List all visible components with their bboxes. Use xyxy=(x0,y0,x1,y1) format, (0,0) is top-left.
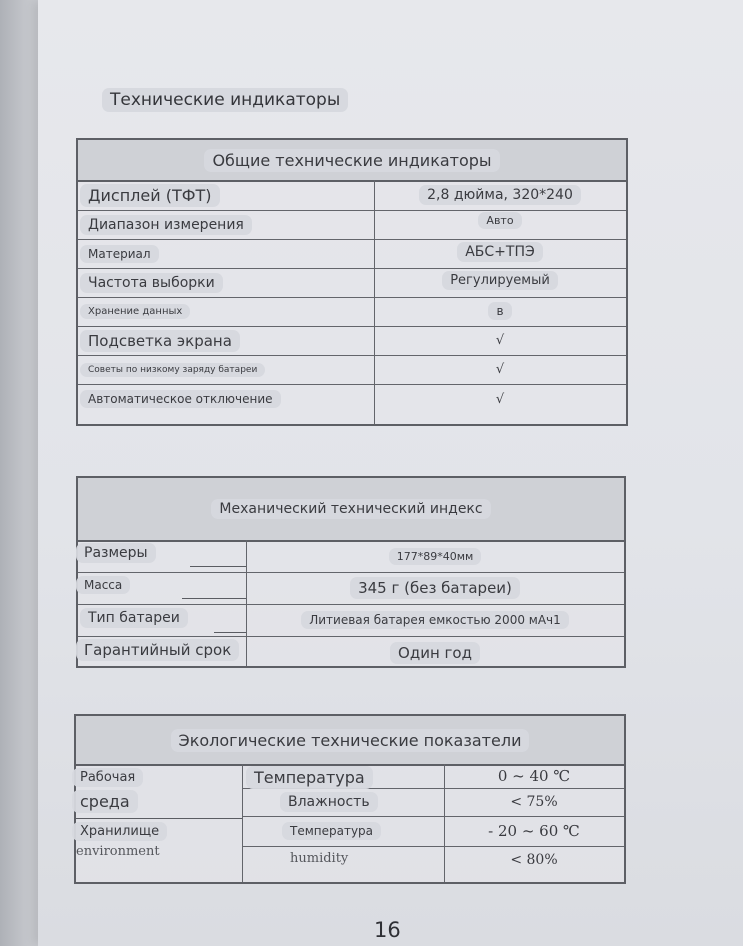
environmental-indicators-table xyxy=(74,714,626,884)
parameter-value: 0 ~ 40 ℃ xyxy=(497,767,571,785)
working-environment-label: Рабочая xyxy=(72,768,143,787)
page-title: Технические индикаторы xyxy=(102,88,348,112)
table-row xyxy=(78,572,624,605)
table-row xyxy=(78,355,626,385)
row-value: Регулируемый xyxy=(442,271,558,290)
row-value: 345 г (без батареи) xyxy=(350,577,520,599)
parameter-value: - 20 ~ 60 ℃ xyxy=(488,822,580,840)
table-row xyxy=(78,540,624,573)
storage-environment-label: Хранилище xyxy=(72,822,167,841)
row-label: Размеры xyxy=(76,543,156,563)
table-row xyxy=(78,180,626,211)
environmental-table-title: Экологические технические показатели xyxy=(171,729,530,752)
table-row xyxy=(78,268,626,298)
row-label: Частота выборки xyxy=(80,273,223,293)
row-label: Гарантийный срок xyxy=(76,639,239,661)
parameter-label: humidity xyxy=(290,850,349,866)
working-environment-label: среда xyxy=(72,790,138,813)
row-label: Хранение данных xyxy=(80,304,190,319)
environmental-table-header xyxy=(76,716,624,766)
table-row xyxy=(242,816,624,847)
row-value: АБС+ТПЭ xyxy=(457,242,543,262)
table-row xyxy=(78,210,626,240)
row-label: Масса xyxy=(76,576,130,594)
table-row xyxy=(78,326,626,356)
table-row xyxy=(78,636,624,670)
parameter-label: Температура xyxy=(246,766,373,789)
general-indicators-table xyxy=(76,138,628,426)
row-label: Подсветка экрана xyxy=(80,330,240,352)
page-number: 16 xyxy=(374,918,401,942)
row-label: Материал xyxy=(80,245,159,263)
table-row xyxy=(242,846,624,884)
underline xyxy=(214,632,246,633)
table-row xyxy=(242,788,624,817)
row-label: Советы по низкому заряду батареи xyxy=(80,363,265,377)
mechanical-table-title: Механический технический индекс xyxy=(211,499,490,519)
check-mark-icon: √ xyxy=(495,333,505,348)
table-row xyxy=(78,239,626,269)
general-table-header xyxy=(78,140,626,182)
row-label: Тип батареи xyxy=(80,608,188,628)
row-value: Литиевая батарея емкостью 2000 мАч1 xyxy=(301,611,569,629)
row-value: в xyxy=(488,302,511,320)
manual-page xyxy=(38,0,743,946)
parameter-value: < 80% xyxy=(510,852,558,868)
row-value: Авто xyxy=(478,212,521,229)
parameter-label: Температура xyxy=(282,822,381,840)
mechanical-index-table xyxy=(76,476,626,668)
general-table-title: Общие технические индикаторы xyxy=(204,149,499,172)
mechanical-table-header xyxy=(78,478,624,542)
parameter-label: Влажность xyxy=(280,792,378,812)
row-value: 2,8 дюйма, 320*240 xyxy=(419,185,581,205)
table-row xyxy=(78,604,624,637)
table-row xyxy=(78,384,626,424)
row-label: Автоматическое отключение xyxy=(80,390,281,408)
underline xyxy=(182,598,246,599)
row-value: 177*89*40мм xyxy=(389,548,482,565)
check-mark-icon: √ xyxy=(495,362,505,377)
underline xyxy=(190,566,246,567)
row-label: Диапазон измерения xyxy=(80,215,252,235)
row-label: Дисплей (ТФТ) xyxy=(80,184,220,207)
storage-environment-label-en: environment xyxy=(76,843,160,859)
table-row xyxy=(242,764,624,789)
table-row xyxy=(78,297,626,327)
check-mark-icon: √ xyxy=(495,391,505,407)
row-value: Один год xyxy=(390,642,480,664)
parameter-value: < 75% xyxy=(510,794,558,810)
